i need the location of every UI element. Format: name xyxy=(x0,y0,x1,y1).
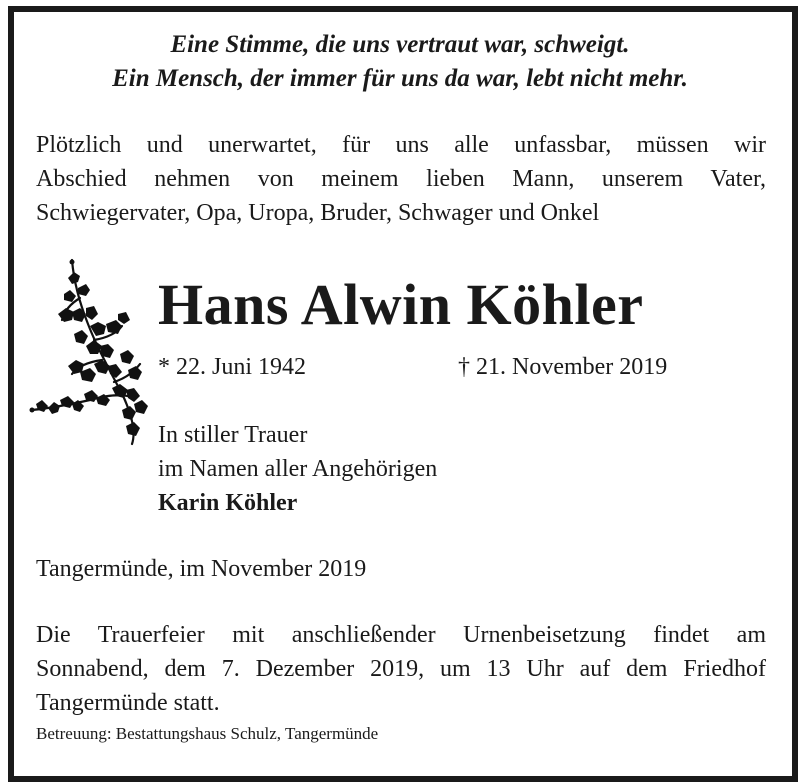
intro-line-3: Schwiegervater, Opa, Uropa, Bruder, Schwager und Onkel xyxy=(36,200,600,226)
funeral-paragraph xyxy=(36,618,766,720)
mourning-line-1: In stiller Trauer xyxy=(158,422,308,448)
funeral-home-credit: Betreuung: Bestattungshaus Schulz, Tangermünde xyxy=(36,724,379,743)
funeral-line-2: Sonnabend, dem 7. Dezember 2019, um 13 Uhr auf dem Friedhof xyxy=(36,656,766,682)
motto-line-1: Eine Stimme, die uns vertraut war, schweigt. xyxy=(170,31,630,58)
mourning-block xyxy=(158,418,437,520)
place-date: Tangermünde, im November 2019 xyxy=(36,556,367,582)
intro-line-2: Abschied nehmen von meinem lieben Mann, unserem Vater, xyxy=(36,166,766,192)
death-date: † 21. November 2019 xyxy=(458,354,668,380)
funeral-line-3: Tangermünde statt. xyxy=(36,690,220,716)
intro-paragraph xyxy=(36,128,766,230)
funeral-line-1: Die Trauerfeier mit anschließender Urnenbeisetzung findet am xyxy=(36,622,766,648)
deceased-name: Hans Alwin Köhler xyxy=(158,272,644,337)
intro-line-1: Plötzlich und unerwartet, für uns alle unfassbar, müssen wir xyxy=(36,132,766,158)
motto-line-2: Ein Mensch, der immer für uns da war, lebt nicht mehr. xyxy=(112,65,688,92)
mourner-signature: Karin Köhler xyxy=(158,490,298,516)
ivy-branch-icon xyxy=(28,254,150,450)
mourning-line-2: im Namen aller Angehörigen xyxy=(158,456,438,482)
birth-date: * 22. Juni 1942 xyxy=(158,354,307,380)
